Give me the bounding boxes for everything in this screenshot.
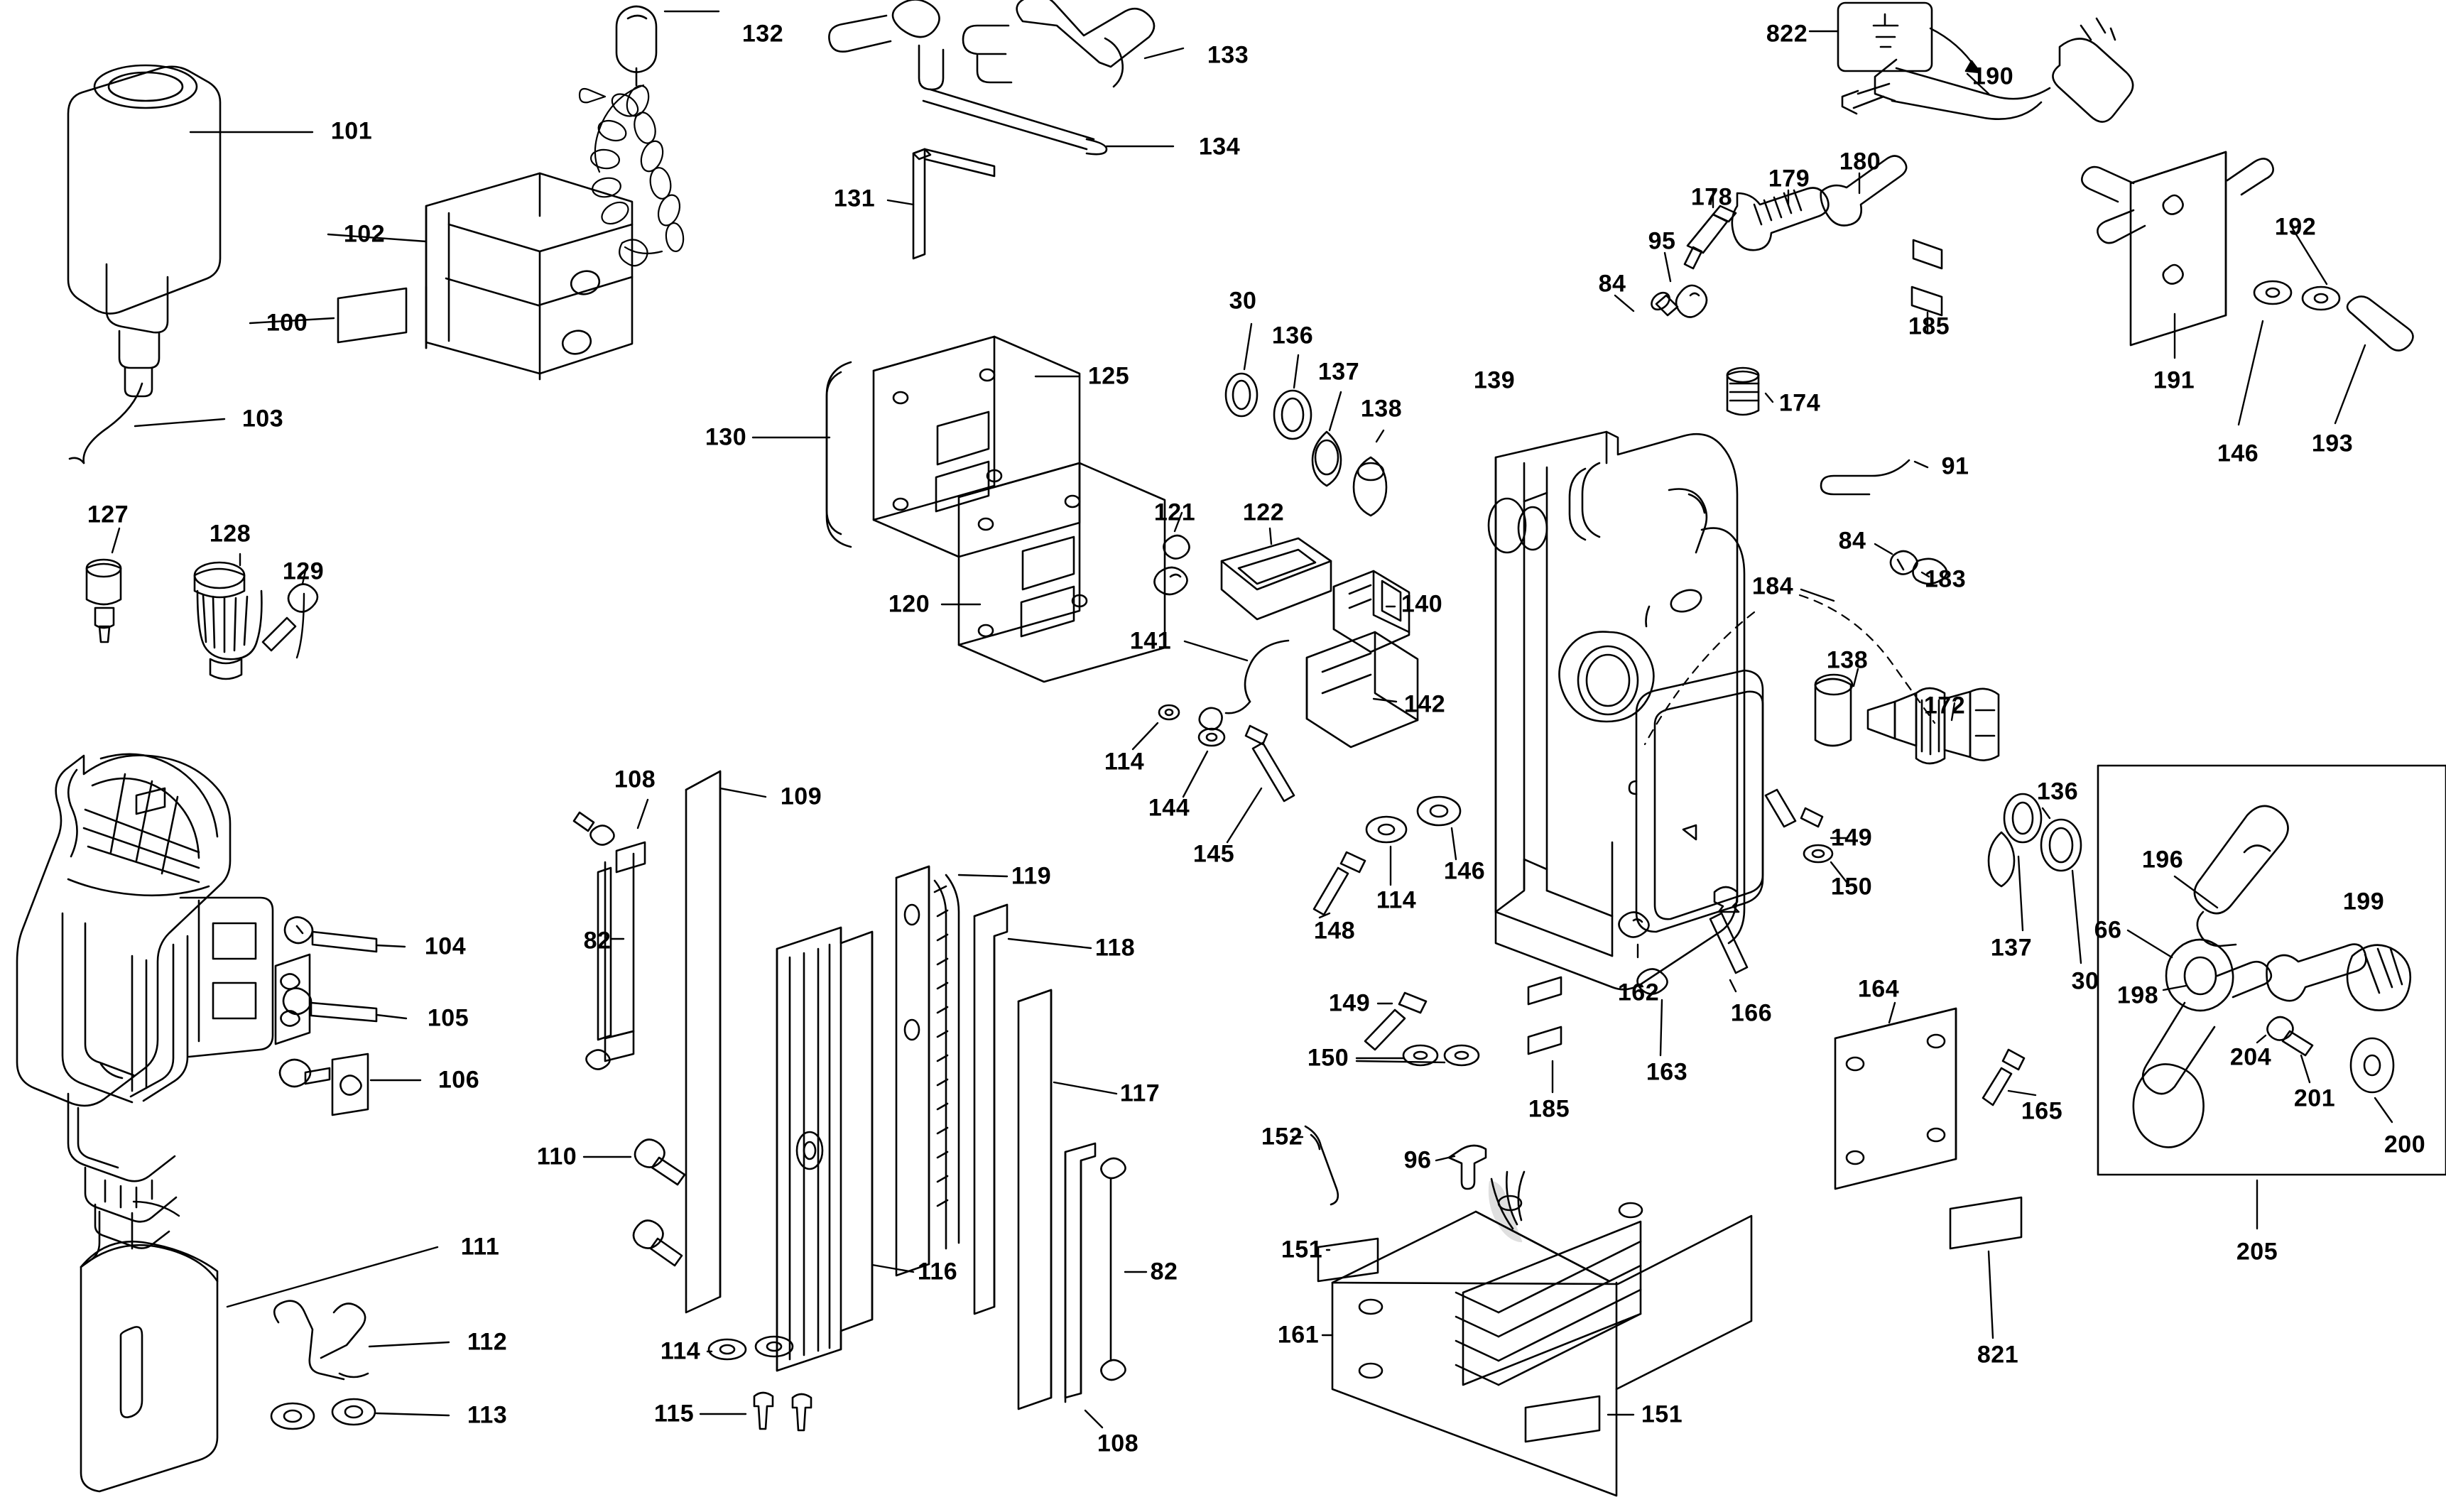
callout-138-a: 138 <box>1360 395 1403 423</box>
callout-116: 116 <box>917 1258 958 1285</box>
parts-127-129-chuck-group <box>87 528 317 679</box>
callout-105: 105 <box>427 1004 469 1032</box>
callout-140: 140 <box>1401 590 1443 618</box>
callout-66: 66 <box>2094 916 2122 944</box>
parts-104-113-hardware <box>271 917 449 1429</box>
callout-151-b: 151 <box>1641 1400 1683 1428</box>
callout-172: 172 <box>1923 692 1966 719</box>
part-101-oil-bottle <box>68 65 220 463</box>
part-133-wrench <box>963 0 1183 87</box>
callout-137-a: 137 <box>1317 358 1360 386</box>
callout-109: 109 <box>780 783 822 810</box>
callout-146-b: 146 <box>1443 857 1486 885</box>
callout-148: 148 <box>1313 917 1356 945</box>
callout-128: 128 <box>209 520 251 548</box>
callout-103: 103 <box>241 405 284 433</box>
parts-121-145-switch-group <box>1133 513 1418 842</box>
callout-131: 131 <box>833 185 876 212</box>
callout-121: 121 <box>1153 499 1196 526</box>
callout-185-b: 185 <box>1528 1095 1570 1123</box>
callout-164: 164 <box>1857 975 1900 1003</box>
callout-821: 821 <box>1977 1341 2019 1369</box>
parts-164-821-cover-group <box>1835 1003 2035 1338</box>
callout-108-b: 108 <box>1097 1430 1139 1457</box>
callout-149-b: 149 <box>1328 989 1371 1017</box>
callout-30-b: 30 <box>2071 967 2099 995</box>
callout-115: 115 <box>653 1400 695 1427</box>
callout-191: 191 <box>2153 366 2195 394</box>
callout-113: 113 <box>467 1401 508 1429</box>
parts-174-184-small-hardware <box>1645 368 1947 744</box>
callout-178: 178 <box>1690 183 1733 211</box>
callout-100: 100 <box>266 309 308 337</box>
callout-200: 200 <box>2384 1131 2426 1158</box>
callout-134: 134 <box>1198 133 1241 161</box>
callout-125: 125 <box>1087 362 1130 390</box>
callout-196: 196 <box>2141 846 2184 874</box>
callout-149-a: 149 <box>1830 824 1873 852</box>
parts-109-119-slide-group <box>686 771 1146 1427</box>
callout-184: 184 <box>1751 572 1794 600</box>
callout-190: 190 <box>1972 62 2014 90</box>
callout-119: 119 <box>1011 862 1052 890</box>
parts-191-193-plate-group <box>2082 152 2413 425</box>
callout-96: 96 <box>1403 1146 1432 1174</box>
callout-114-c: 114 <box>660 1337 701 1365</box>
callout-201: 201 <box>2293 1084 2336 1112</box>
callout-82-b: 82 <box>1150 1258 1178 1285</box>
callout-137-b: 137 <box>1990 934 2033 962</box>
parts-162-166-small-parts <box>1357 887 1747 1092</box>
callout-129: 129 <box>282 558 325 585</box>
callout-91: 91 <box>1941 452 1969 480</box>
callout-133: 133 <box>1207 41 1249 69</box>
callout-150-a: 150 <box>1830 873 1873 901</box>
callout-180: 180 <box>1839 148 1881 175</box>
callout-102: 102 <box>343 220 386 248</box>
callout-110: 110 <box>536 1143 577 1170</box>
callout-95: 95 <box>1648 227 1676 255</box>
callout-162: 162 <box>1617 979 1660 1006</box>
callout-145: 145 <box>1192 840 1235 868</box>
callout-174: 174 <box>1778 389 1821 417</box>
callout-822: 822 <box>1766 20 1808 48</box>
callout-150-b: 150 <box>1307 1044 1349 1072</box>
callout-114-a: 114 <box>1104 748 1145 776</box>
callout-84-b: 84 <box>1838 527 1866 555</box>
callout-112: 112 <box>467 1328 508 1356</box>
callout-185-a: 185 <box>1908 312 1950 340</box>
callout-136-b: 136 <box>2036 778 2079 805</box>
callout-152: 152 <box>1261 1123 1303 1151</box>
callout-136-a: 136 <box>1271 322 1314 349</box>
callout-132: 132 <box>741 20 784 48</box>
leader-lines-left <box>135 132 426 426</box>
callout-142: 142 <box>1403 690 1446 718</box>
callout-111: 111 <box>460 1233 500 1261</box>
callout-163: 163 <box>1646 1058 1688 1086</box>
callout-30-a: 30 <box>1229 287 1257 315</box>
callout-183: 183 <box>1924 565 1967 593</box>
callout-122: 122 <box>1242 499 1285 526</box>
callout-117: 117 <box>1119 1079 1161 1107</box>
callout-84-a: 84 <box>1598 270 1626 298</box>
callout-104: 104 <box>424 932 467 960</box>
part-132-chain-assembly <box>580 6 719 266</box>
callout-192: 192 <box>2274 213 2317 241</box>
callout-179: 179 <box>1768 165 1810 192</box>
callout-141: 141 <box>1129 627 1172 655</box>
part-822-ground-symbol <box>1810 3 1980 72</box>
callout-120: 120 <box>888 590 930 618</box>
callout-82-a: 82 <box>583 927 612 954</box>
parts-108-115-rail-group <box>574 800 811 1430</box>
part-drill-motor-body <box>17 754 437 1491</box>
callout-108-a: 108 <box>614 766 656 793</box>
callout-165: 165 <box>2021 1097 2063 1125</box>
part-100-label <box>338 288 406 342</box>
part-102-bracket <box>426 173 632 379</box>
callout-204: 204 <box>2229 1043 2272 1071</box>
callout-101: 101 <box>330 117 373 145</box>
callout-106: 106 <box>437 1066 480 1094</box>
part-131-allen-key <box>888 149 994 259</box>
parts-151-161-case-group <box>1293 1126 1751 1496</box>
callout-118: 118 <box>1094 934 1136 962</box>
callout-205: 205 <box>2236 1238 2278 1266</box>
callout-151-a: 151 <box>1281 1236 1323 1263</box>
callout-138-b: 138 <box>1826 646 1869 674</box>
callout-199: 199 <box>2342 888 2385 915</box>
callout-193: 193 <box>2311 430 2354 457</box>
callout-144: 144 <box>1148 794 1190 822</box>
callout-114-b: 114 <box>1376 886 1417 914</box>
callout-166: 166 <box>1730 999 1773 1027</box>
callout-161: 161 <box>1277 1321 1320 1349</box>
callout-127: 127 <box>87 501 129 528</box>
callout-139: 139 <box>1473 366 1516 394</box>
callout-198: 198 <box>2116 981 2159 1009</box>
callout-130: 130 <box>705 423 747 451</box>
callout-146-a: 146 <box>2217 440 2259 467</box>
